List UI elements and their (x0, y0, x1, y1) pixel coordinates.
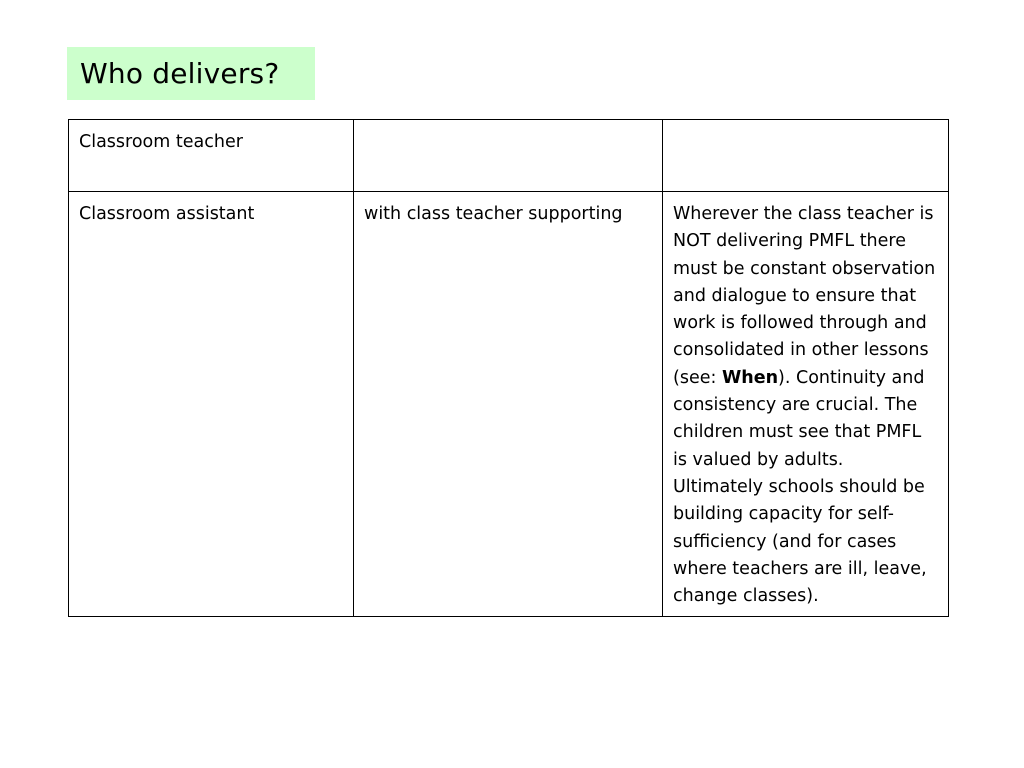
role-cell: Classroom assistant (69, 192, 354, 617)
note-text-continued: ). Continuity and consistency are crucial. The children must see that PMFL is valued by adults. Ultimately schools should be building capacity for self- sufficiency (and for cases where teachers are ill, leave, change classes). (673, 367, 927, 607)
note-cell (663, 192, 949, 617)
page-title: Who delivers? (80, 56, 280, 90)
method-cell (354, 120, 663, 192)
role-cell: Classroom teacher (69, 120, 354, 192)
note-cell (663, 120, 949, 192)
delivery-table (68, 119, 949, 617)
table-row (69, 120, 949, 192)
title-box (67, 47, 315, 100)
note-text: Wherever the class teacher is NOT delivering PMFL there must be constant observation and dialogue to ensure that work is followed through and consolidated in other lessons (see: (673, 204, 936, 388)
method-cell: with class teacher supporting (354, 192, 663, 617)
when-link-text: When (721, 367, 779, 388)
table-row (69, 192, 949, 617)
